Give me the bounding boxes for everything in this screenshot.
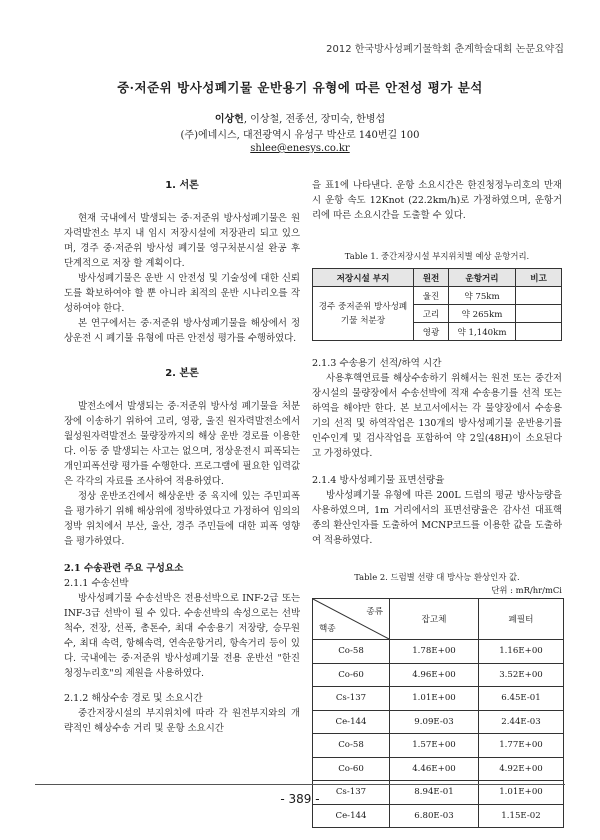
table-2-header: 폐필터 — [479, 599, 564, 640]
table-1-caption: Table 1. 중간저장시설 부지위치별 예상 운항거리. — [344, 251, 530, 261]
table-2-value: 4.92E+00 — [479, 757, 564, 781]
table-2-header: 잡고체 — [390, 599, 479, 640]
table-2-value: 1.77E+00 — [479, 734, 564, 758]
table-row — [313, 757, 564, 781]
table-2-nuclide: Co-58 — [313, 640, 390, 664]
table-2-value: 4.46E+00 — [390, 757, 479, 781]
table-2-nuclide: Cs-137 — [313, 687, 390, 711]
table-2-value: 6.45E-01 — [479, 687, 564, 711]
table-1-note-cell — [516, 287, 562, 305]
table-2-nuclide: Co-58 — [313, 734, 390, 758]
table-2-corner-top: 종류 — [366, 607, 383, 617]
table-2-caption: Table 2. 드럼별 선량 대 방사능 환상인자 값. — [354, 572, 520, 582]
table-2-value: 2.44E-03 — [479, 710, 564, 734]
intro-paragraph-3: 본 연구에서는 중·저준위 방사성폐기물을 해상에서 정상운전 시 폐기물 유형에 따른 안전성 평가를 수행하였다. — [64, 318, 300, 344]
table-2-header-row — [313, 599, 564, 640]
table-1-plant-cell: 영광 — [414, 323, 449, 341]
table-1-header-row — [313, 269, 562, 287]
footer-divider — [35, 784, 565, 785]
right-column-top — [312, 178, 562, 223]
intro-paragraph-2: 방사성폐기물은 운반 시 안전성 및 기술성에 대한 신뢰도를 확보하여야 할 뿐 아니라 최적의 운반 시나리오를 작성하여야 한다. — [64, 273, 300, 314]
table-row — [313, 663, 564, 687]
lead-author: 이상헌 — [214, 114, 244, 125]
table-1-distance-cell: 약 265km — [449, 305, 516, 323]
table-2-nuclide: Cs-137 — [313, 781, 390, 805]
table-row — [313, 734, 564, 758]
table-2-value: 1.15E-02 — [479, 804, 564, 828]
table-1-site-cell: 경주 중저준위 방사성폐기물 처분장 — [313, 287, 414, 341]
route-paragraph: 중간저장시설의 부지위치에 따라 각 원전부지와의 개략적인 해상수송 거리 및 운항 소요시간 — [64, 708, 300, 734]
table-row — [313, 287, 562, 305]
table-2-value: 1.01E+00 — [390, 687, 479, 711]
affiliation: (주)에네시스, 대전광역시 유성구 박산로 140번길 100 — [180, 130, 420, 141]
table-2-value: 6.80E-03 — [390, 804, 479, 828]
right-column-middle — [312, 356, 562, 548]
table-2-value: 8.94E-01 — [390, 781, 479, 805]
subsection-heading-2-1-4: 2.1.4 방사성폐기물 표면선량율 — [312, 475, 445, 486]
section-heading-body: 2. 본론 — [165, 368, 199, 379]
route-paragraph-continued: 을 표1에 나타낸다. 운항 소요시간은 한진청정누리호의 만재시 운항 속도 12Knot (22.2km/h)로 가정하였으며, 운항거리에 따른 소요시간을 도출할 수 있다. — [312, 180, 562, 221]
table-1-plant-cell: 고리 — [414, 305, 449, 323]
table-1-header: 운항거리 — [449, 269, 516, 287]
table-1-note-cell — [516, 323, 562, 341]
running-header: 2012 한국방사성폐기물학회 춘계학술대회 논문요약집 — [326, 44, 564, 55]
intro-paragraph-1: 현재 국내에서 발생되는 중·저준위 방사성폐기물은 원자력발전소 부지 내 임시 저장시설에 저장관리 되고 있으며, 경주 중·저준위 방사성 폐기물 영구처분시설 완공 후 단계적으로 저장 할 계획이다. — [64, 213, 300, 269]
table-2-value: 1.57E+00 — [390, 734, 479, 758]
subsection-heading-2-1-1: 2.1.1 수송선박 — [64, 578, 129, 589]
paper-title: 중·저준위 방사성폐기물 운반용기 유형에 따른 안전성 평가 분석 — [117, 80, 483, 95]
table-2-nuclide: Co-60 — [313, 663, 390, 687]
table-1-header: 저장시설 부지 — [313, 269, 414, 287]
table-1-header: 원전 — [414, 269, 449, 287]
ship-paragraph: 방사성폐기물 수송선박은 전용선박으로 INF-2급 또는 INF-3급 선박이 될 수 있다. 수송선박의 속성으로는 선박척수, 전장, 선폭, 총톤수, 최대 수송용기 저장량, 승무원 수, 최대 속력, 항해속력, 연속운항거리, 항속거리 등이 있다. 국내에는 중·저준위 방사성폐기물 전용 운반선 "한진청정누리호"의 제원을 사용하였다. — [64, 593, 300, 679]
body-paragraph-1: 발전소에서 발생되는 중·저준위 방사성 폐기물을 처분장에 이송하기 위하여 고리, 영광, 울진 원자력발전소에서 월성원자력발전소 물량장까지의 해상 운반 경로를 이용한다. 이동 중 발생되는 사고는 없으며, 정상운전시 피폭되는 개인피폭선량 평가를 수행한다. 프로그램에 필요한 입력값은 각각의 자료를 조사하여 적용하였다. — [64, 401, 300, 487]
table-2-value: 9.09E-03 — [390, 710, 479, 734]
author-line — [0, 110, 600, 125]
page-number: - 389 - — [280, 792, 320, 806]
table-2-nuclide: Ce-144 — [313, 710, 390, 734]
subsection-heading-2-1-3: 2.1.3 수송용기 선적/하역 시간 — [312, 358, 442, 369]
table-row — [313, 687, 564, 711]
table-2-value: 1.16E+00 — [479, 640, 564, 664]
table-1-distance-cell: 약 75km — [449, 287, 516, 305]
table-2-corner-cell — [313, 599, 390, 640]
table-1-plant-cell: 울진 — [414, 287, 449, 305]
section-heading-intro: 1. 서론 — [165, 180, 199, 191]
table-2-value: 3.52E+00 — [479, 663, 564, 687]
subsection-heading-2-1: 2.1 수송관련 주요 구성요소 — [64, 563, 184, 574]
table-2-corner-bottom: 핵종 — [319, 624, 336, 634]
table-2-nuclide: Co-60 — [313, 757, 390, 781]
left-column — [64, 178, 300, 736]
table-2-value: 4.96E+00 — [390, 663, 479, 687]
table-1-header: 비고 — [516, 269, 562, 287]
table-2-value: 1.78E+00 — [390, 640, 479, 664]
table-1-note-cell — [516, 305, 562, 323]
table-row — [313, 640, 564, 664]
table-row — [313, 710, 564, 734]
table-2-nuclide: Ce-144 — [313, 804, 390, 828]
subsection-heading-2-1-2: 2.1.2 해상수송 경로 및 소요시간 — [64, 693, 203, 704]
body-paragraph-2: 정상 운반조건에서 해상운반 중 육지에 있는 주민피폭을 평가하기 위해 해상위에 정박하였다고 가정하여 임의의 정박 위치에서 부산, 울산, 경주 주민들에 대한 피폭 영향을 평가하였다. — [64, 491, 300, 547]
co-authors: , 이상철, 전종선, 장미숙, 한병섭 — [243, 114, 386, 125]
table-2-value: 1.01E+00 — [479, 781, 564, 805]
table-1-distance-cell: 약 1,140km — [449, 323, 516, 341]
table-row — [313, 804, 564, 828]
table-1 — [312, 268, 562, 341]
dose-rate-paragraph: 방사성폐기물 유형에 따른 200L 드럼의 평균 방사능량을 사용하였으며, 1m 거리에서의 표면선량율은 감사선 대표핵종의 환산인자를 도출하여 MCNP코드를 이용한 값을 도출하여 적용하였다. — [312, 490, 562, 546]
table-2-unit: 단위 : mR/hr/mCi — [491, 585, 562, 595]
loading-paragraph: 사용후핵연료를 해상수송하기 위해서는 원전 또는 중간저장시설의 물량장에서 수송선박에 적재 수송용기를 선적 또는 하역을 해야만 한다. 본 보고서에서는 각 물양장에서 수송용기의 선적 및 하역작업은 130개의 방사성폐기물 운반용기를 인수인계 및 검사작업을 포함하여 약 2일(48H)이 소요된다고 가정하였다. — [312, 373, 562, 459]
author-email[interactable]: shlee@enesys.co.kr — [250, 143, 350, 154]
